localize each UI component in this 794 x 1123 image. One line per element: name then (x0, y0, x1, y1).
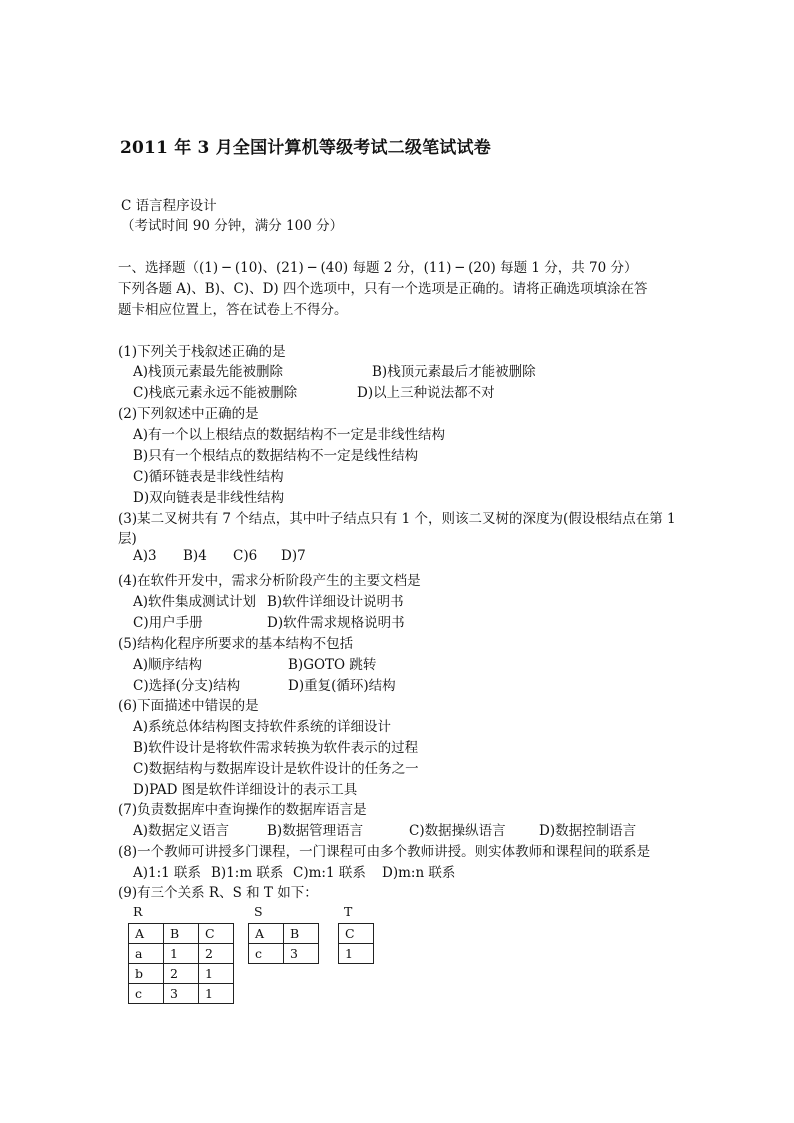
section-intro-3: 题卡相应位置上，答在试卷上不得分。 (118, 302, 348, 318)
table-cell: C (339, 924, 374, 944)
question-3-option-d: D)7 (281, 548, 306, 564)
question-5-option-d: D)重复(循环)结构 (288, 678, 396, 694)
question-5-stem: (5)结构化程序所要求的基本结构不包括 (118, 636, 354, 652)
question-7-stem: (7)负责数据库中查询操作的数据库语言是 (118, 802, 367, 818)
table-row (129, 984, 234, 1004)
table-cell: A (249, 924, 284, 944)
relation-r-label: R (133, 904, 143, 919)
question-2-option-a: A)有一个以上根结点的数据结构不一定是非线性结构 (133, 427, 446, 443)
question-6-option-c: C)数据结构与数据库设计是软件设计的任务之一 (133, 761, 419, 777)
table-cell: 1 (199, 964, 234, 984)
question-8-option-b: B)1:m 联系 (211, 865, 284, 881)
question-3-stem: (3)某二叉树共有 7 个结点，其中叶子结点只有 1 个，则该二叉树的深度为(假设根结点在第 1 (118, 511, 676, 527)
table-cell: 1 (199, 984, 234, 1004)
question-4-option-d: D)软件需求规格说明书 (267, 615, 405, 631)
table-cell: a (129, 944, 164, 964)
question-4-option-a: A)软件集成测试计划 (133, 594, 257, 610)
question-3-option-b: B)4 (183, 548, 207, 564)
question-1-stem: (1)下列关于栈叙述正确的是 (118, 344, 286, 360)
question-4-option-c: C)用户手册 (133, 615, 203, 631)
question-5-option-c: C)选择(分支)结构 (133, 678, 241, 694)
question-3-option-a: A)3 (133, 548, 157, 564)
question-8-stem: (8)一个教师可讲授多门课程，一门课程可由多个教师讲授。则实体教师和课程间的联系是 (118, 844, 651, 860)
table-cell: 3 (164, 984, 199, 1004)
question-9-stem: (9)有三个关系 R、S 和 T 如下： (118, 885, 318, 901)
table-cell: 3 (284, 944, 319, 964)
question-2-stem: (2)下列叙述中正确的是 (118, 406, 259, 422)
table-cell: 2 (164, 964, 199, 984)
question-4-option-b: B)软件详细设计说明书 (267, 594, 404, 610)
question-2-option-d: D)双向链表是非线性结构 (133, 490, 285, 506)
question-4-stem: (4)在软件开发中，需求分析阶段产生的主要文档是 (118, 573, 421, 589)
question-5-option-b: B)GOTO 跳转 (288, 657, 377, 673)
table-cell: B (284, 924, 319, 944)
table-cell: 1 (164, 944, 199, 964)
question-5-option-a: A)顺序结构 (133, 657, 203, 673)
question-1-option-c: C)栈底元素永远不能被删除 (133, 385, 298, 401)
relation-s-label: S (254, 904, 263, 919)
section-intro-1: 一、选择题（(1) ─ (10)、(21) ─ (40) 每题 2 分，(11) ─ (20) 每题 1 分，共 70 分） (118, 260, 638, 276)
table-row (129, 964, 234, 984)
relation-t-label: T (344, 904, 353, 919)
table-row (249, 924, 319, 944)
table-cell: c (249, 944, 284, 964)
question-6-option-d: D)PAD 图是软件详细设计的表示工具 (133, 782, 358, 798)
question-2-option-b: B)只有一个根结点的数据结构不一定是线性结构 (133, 448, 419, 464)
question-1-option-d: D)以上三种说法都不对 (357, 385, 495, 401)
exam-info: （考试时间 90 分钟，满分 100 分） (121, 218, 344, 234)
question-3-stem-continued: 层) (118, 531, 137, 547)
table-cell: 2 (199, 944, 234, 964)
question-6-option-b: B)软件设计是将软件需求转换为软件表示的过程 (133, 740, 419, 756)
question-6-stem: (6)下面描述中错误的是 (118, 698, 259, 714)
section-intro-2: 下列各题 A)、B)、C)、D) 四个选项中，只有一个选项是正确的。请将正确选项填涂在答 (118, 281, 648, 297)
table-cell: A (129, 924, 164, 944)
question-6-option-a: A)系统总体结构图支持软件系统的详细设计 (133, 719, 392, 735)
relation-s-table (248, 923, 319, 964)
table-row (129, 944, 234, 964)
table-cell: 1 (339, 944, 374, 964)
question-1-option-a: A)栈顶元素最先能被删除 (133, 364, 284, 380)
subject-line: C 语言程序设计 (121, 198, 217, 214)
question-2-option-c: C)循环链表是非线性结构 (133, 469, 284, 485)
question-7-option-a: A)数据定义语言 (133, 823, 230, 839)
table-row (339, 924, 374, 944)
question-8-option-c: C)m:1 联系 (293, 865, 366, 881)
table-cell: C (199, 924, 234, 944)
table-cell: b (129, 964, 164, 984)
question-8-option-d: D)m:n 联系 (382, 865, 456, 881)
question-8-option-a: A)1:1 联系 (133, 865, 202, 881)
exam-title: 2011 年 3 月全国计算机等级考试二级笔试试卷 (120, 138, 491, 158)
table-row (339, 944, 374, 964)
relation-r-table (128, 923, 234, 1004)
relation-t-table (338, 923, 374, 964)
table-cell: c (129, 984, 164, 1004)
question-7-option-c: C)数据操纵语言 (409, 823, 506, 839)
question-7-option-d: D)数据控制语言 (539, 823, 637, 839)
table-cell: B (164, 924, 199, 944)
question-1-option-b: B)栈顶元素最后才能被删除 (372, 364, 536, 380)
table-row (249, 944, 319, 964)
question-3-option-c: C)6 (233, 548, 258, 564)
table-row (129, 924, 234, 944)
question-7-option-b: B)数据管理语言 (267, 823, 364, 839)
